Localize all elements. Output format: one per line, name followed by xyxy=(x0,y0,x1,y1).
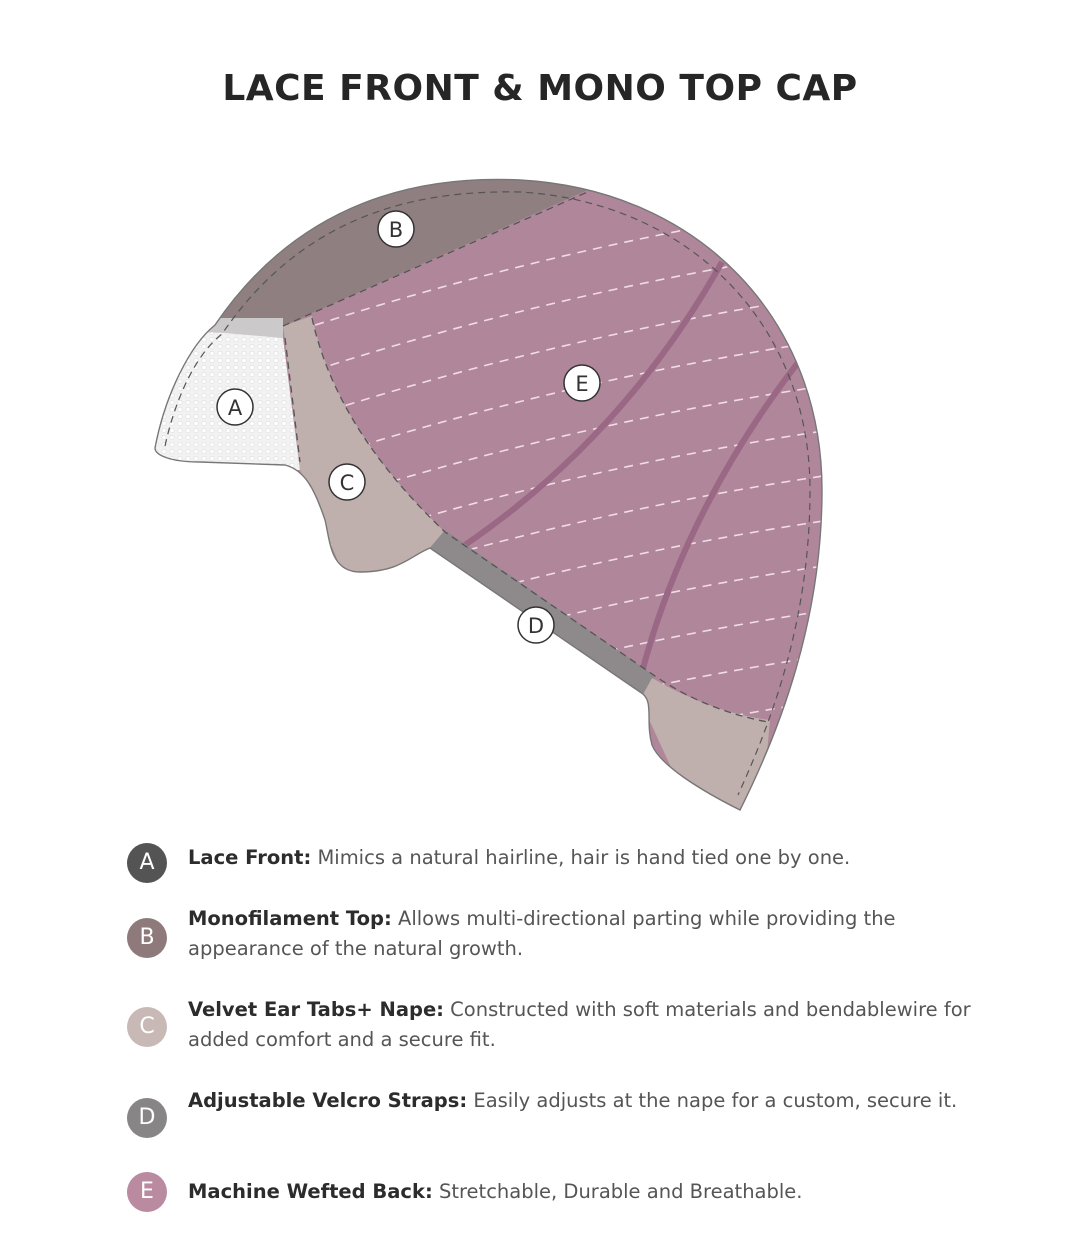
label-e xyxy=(564,365,600,401)
badge-a: A xyxy=(127,843,167,883)
badge-c: C xyxy=(127,1007,167,1047)
svg-text:A: A xyxy=(227,396,243,420)
svg-text:E: E xyxy=(575,372,589,396)
legend-desc: Allows multi-directional parting while providing the appearance of the natural growth. xyxy=(188,907,896,960)
label-a xyxy=(217,389,253,425)
page-title: LACE FRONT & MONO TOP CAP xyxy=(222,68,858,109)
legend-desc: Constructed with soft materials and bendablewire for added comfort and a secure fit. xyxy=(188,998,971,1051)
label-d xyxy=(518,607,554,643)
legend-term: Lace Front: xyxy=(188,846,312,869)
legend-term: Adjustable Velcro Straps: xyxy=(188,1089,468,1112)
label-c xyxy=(329,464,365,500)
legend-term: Machine Wefted Back: xyxy=(188,1180,433,1203)
legend-desc: Stretchable, Durable and Breathable. xyxy=(432,1180,803,1203)
legend-desc: Easily adjusts at the nape for a custom, secure it. xyxy=(467,1089,958,1112)
badge-e: E xyxy=(127,1172,167,1212)
legend-term: Monofilament Top: xyxy=(188,907,392,930)
badge-d: D xyxy=(127,1098,167,1138)
badge-b: B xyxy=(127,918,167,958)
legend-desc: Mimics a natural hairline, hair is hand tied one by one. xyxy=(311,846,851,869)
legend-term: Velvet Ear Tabs+ Nape: xyxy=(188,998,444,1021)
svg-text:D: D xyxy=(527,614,545,638)
svg-text:C: C xyxy=(339,471,355,495)
svg-text:B: B xyxy=(388,218,404,242)
label-b xyxy=(378,211,414,247)
